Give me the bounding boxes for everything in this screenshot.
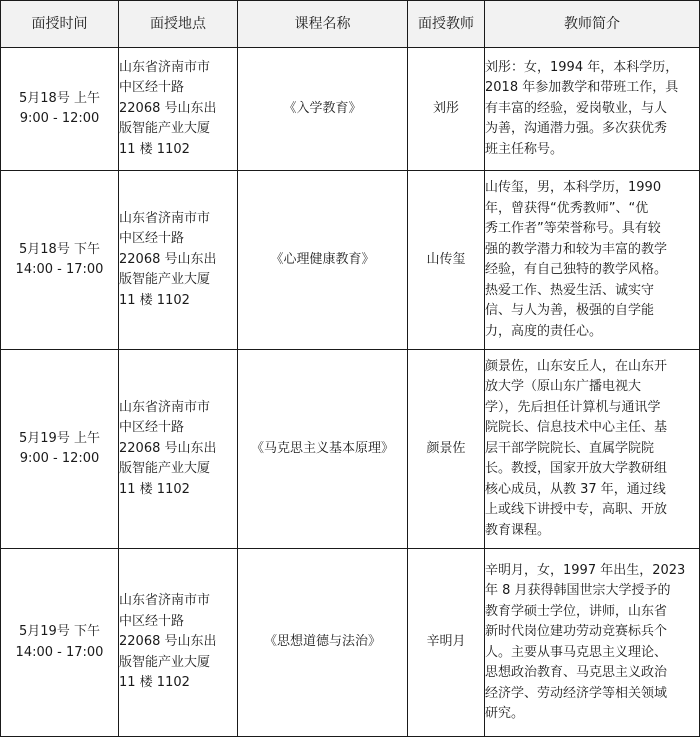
bio-cell [485, 48, 700, 171]
bio-line: 有丰富的经验，爱岗敬业，与人 [485, 100, 668, 116]
bio-line: 强的教学潜力和较为丰富的教学 [485, 241, 668, 257]
bio-line: 院院长、信息技术中心主任、基 [485, 420, 668, 436]
place-cell [119, 350, 238, 549]
bio-line: 长。教授，国家开放大学教研组 [485, 461, 668, 477]
table-row [1, 549, 700, 737]
time-date: 5月19号 下午 [19, 624, 100, 639]
header-teacher: 面授教师 [408, 1, 485, 48]
time-cell [1, 549, 119, 737]
bio-line: 经济学、劳动经济学等相关领域 [485, 685, 668, 701]
place-line: 版智能产业大厦 [119, 461, 211, 477]
bio-line: 核心成员，从教 37 年，通过线 [485, 481, 666, 497]
teacher-cell: 辛明月 [408, 549, 485, 737]
course-cell: 《马克思主义基本原理》 [238, 350, 408, 549]
place-line: 中区经十路 [119, 420, 185, 436]
time-date: 5月19号 上午 [19, 430, 100, 446]
time-date: 5月18号 下午 [19, 241, 100, 257]
header-row [1, 1, 700, 48]
bio-line: 学），先后担任计算机与通讯学 [485, 399, 661, 415]
time-cell [1, 171, 119, 350]
teacher-cell: 颜景佐 [408, 350, 485, 549]
place-line: 11 楼 1102 [119, 141, 190, 157]
bio-cell [485, 549, 700, 737]
place-line: 11 楼 1102 [119, 675, 190, 691]
place-line: 22068 号山东出 [119, 251, 217, 267]
place-line: 中区经十路 [119, 80, 185, 96]
time-range: 9:00 - 12:00 [19, 451, 100, 466]
bio-line: 力，高度的责任心。 [485, 323, 603, 339]
table-body [1, 48, 700, 737]
bio-line: 年，曾获得“优秀教师”、“优 [485, 200, 649, 216]
bio-line: 教育学硕士学位，讲师，山东省 [485, 603, 668, 619]
place-line: 山东省济南市市 [119, 399, 211, 415]
course-cell: 《心理健康教育》 [238, 171, 408, 350]
place-line: 版智能产业大厦 [119, 654, 211, 670]
table-row [1, 48, 700, 171]
teacher-cell: 刘彤 [408, 48, 485, 171]
bio-line: 教育课程。 [485, 522, 551, 538]
place-line: 版智能产业大厦 [119, 121, 211, 137]
place-line: 11 楼 1102 [119, 292, 190, 308]
course-cell: 《入学教育》 [238, 48, 408, 171]
table-row [1, 350, 700, 549]
place-cell [119, 171, 238, 350]
header-bio: 教师简介 [485, 1, 700, 48]
place-line: 中区经十路 [119, 231, 185, 247]
place-line: 22068 号山东出 [119, 634, 217, 650]
bio-line: 为善，沟通潜力强。多次获优秀 [485, 121, 668, 137]
table-header [1, 1, 700, 48]
place-line: 版智能产业大厦 [119, 272, 211, 288]
time-range: 14:00 - 17:00 [15, 262, 104, 277]
place-line: 22068 号山东出 [119, 440, 217, 456]
bio-line: 放大学（原山东广播电视大 [485, 379, 642, 395]
bio-line: 上或线下讲授中专，高职、开放 [485, 502, 668, 518]
bio-cell [485, 350, 700, 549]
bio-line: 辛明月，女，1997 年出生，2023 [485, 562, 686, 578]
bio-line: 经验，有自己独特的教学风格。 [485, 262, 668, 277]
place-line: 中区经十路 [119, 613, 185, 629]
time-range: 14:00 - 17:00 [15, 644, 104, 660]
place-line: 山东省济南市市 [119, 593, 211, 609]
header-course: 课程名称 [238, 1, 408, 48]
place-cell [119, 549, 238, 737]
bio-line: 新时代岗位建功劳动竞赛标兵个 [485, 624, 668, 639]
bio-line: 年 8 月获得韩国世宗大学授予的 [485, 583, 671, 598]
place-line: 22068 号山东出 [119, 100, 217, 116]
place-line: 山东省济南市市 [119, 210, 211, 226]
bio-line: 班主任称号。 [485, 141, 564, 157]
bio-line: 信、与人为善，极强的自学能 [485, 303, 655, 318]
table-row [1, 171, 700, 350]
bio-line: 山传玺，男，本科学历，1990 [485, 180, 662, 195]
place-line: 11 楼 1102 [119, 481, 190, 497]
course-cell: 《思想道德与法治》 [238, 549, 408, 737]
header-time: 面授时间 [1, 1, 119, 48]
time-range: 9:00 - 12:00 [19, 111, 100, 126]
teacher-cell: 山传玺 [408, 171, 485, 350]
place-line: 山东省济南市市 [119, 59, 211, 75]
place-cell [119, 48, 238, 171]
bio-line: 颜景佐，山东安丘人，在山东开 [485, 358, 668, 374]
bio-line: 研究。 [485, 706, 525, 721]
bio-line: 刘彤：女，1994 年，本科学历， [485, 59, 679, 75]
time-cell [1, 350, 119, 549]
header-place: 面授地点 [119, 1, 238, 48]
bio-line: 热爱工作、热爱生活、诚实守 [485, 282, 655, 298]
bio-line: 秀工作者”等荣誉称号。具有较 [485, 221, 661, 236]
time-date: 5月18号 上午 [19, 90, 100, 106]
bio-line: 层干部学院院长、直属学院院 [485, 440, 655, 456]
bio-cell [485, 171, 700, 350]
bio-line: 2018 年参加教学和带班工作，具 [485, 80, 679, 96]
bio-line: 人。主要从事马克思主义理论、 [485, 644, 668, 660]
bio-line: 思想政治教育、马克思主义政治 [485, 665, 668, 680]
time-cell [1, 48, 119, 171]
